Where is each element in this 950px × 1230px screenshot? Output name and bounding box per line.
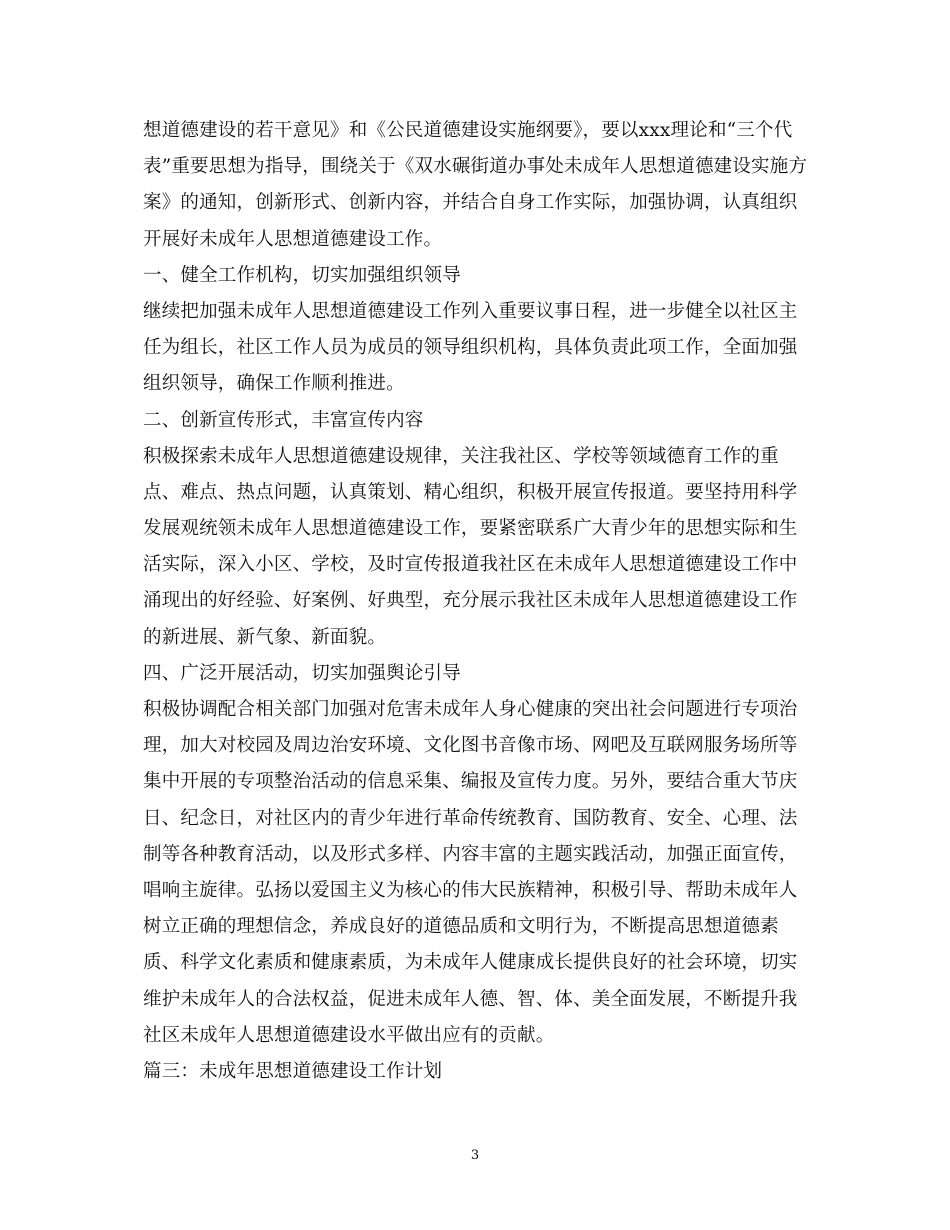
text-line: 涌现出的好经验、好案例、好典型，充分展示我社区未成年人思想道德建设工作 [143,590,798,612]
section-heading: 二、创新宣传形式，丰富宣传内容 [143,409,424,431]
text-line: 任为组长，社区工作人员为成员的领导组织机构，具体负责此项工作，全面加强 [143,337,798,359]
text-line: 制等各种教育活动，以及形式多样、内容丰富的主题实践活动，加强正面宣传， [143,843,798,865]
body-text [143,113,815,1090]
text-line: 唱响主旋律。弘扬以爱国主义为核心的伟大民族精神，积极引导、帮助未成年人 [143,879,798,901]
section-heading: 一、健全工作机构，切实加强组织领导 [143,264,461,286]
text-line: 日、纪念日，对社区内的青少年进行革命传统教育、国防教育、安全、心理、法 [143,807,798,829]
text-line: 积极探索未成年人思想道德建设规律，关注我社区、学校等领域德育工作的重 [143,445,779,467]
text-line: 组织领导，确保工作顺利推进。 [143,373,405,395]
text-line: 继续把加强未成年人思想道德建设工作列入重要议事日程，进一步健全以社区主 [143,300,798,322]
text-line: 表”重要思想为指导，围绕关于《双水碾街道办事处未成年人思想道德建设实施方 [143,156,808,178]
text-line: 社区未成年人思想道德建设水平做出应有的贡献。 [143,1024,555,1046]
text-line: 的新进展、新气象、新面貌。 [143,626,387,648]
section-heading: 四、广泛开展活动，切实加强舆论引导 [143,662,461,684]
text-line: 点、难点、热点问题，认真策划、精心组织，积极开展宣传报道。要坚持用科学 [143,481,798,503]
text-line: 开展好未成年人思想道德建设工作。 [143,228,443,250]
text-line: 集中开展的专项整治活动的信息采集、编报及宣传力度。另外，要结合重大节庆 [143,771,798,793]
text-line: 活实际，深入小区、学校，及时宣传报道我社区在未成年人思想道德建设工作中 [143,554,798,576]
text-line: 案》的通知，创新形式、创新内容，并结合自身工作实际，加强协调，认真组织 [143,192,798,214]
text-line: 想道德建设的若干意见》和《公民道德建设实施纲要》，要以xxx理论和“三个代 [143,120,793,141]
text-line: 树立正确的理想信念，养成良好的道德品质和文明行为，不断提高思想道德素 [143,916,779,938]
text-line: 理，加大对校园及周边治安环境、文化图书音像市场、网吧及互联网服务场所等 [143,735,798,757]
text-line: 积极协调配合相关部门加强对危害未成年人身心健康的突出社会问题进行专项治 [143,699,798,720]
chapter-heading: 篇三：未成年思想道德建设工作计划 [143,1060,443,1082]
text-line: 维护未成年人的合法权益，促进未成年人德、智、体、美全面发展，不断提升我 [143,988,798,1010]
text-line: 发展观统领未成年人思想道德建设工作，要紧密联系广大青少年的思想实际和生 [143,518,798,540]
page-number: 3 [470,1148,480,1163]
text-line: 质、科学文化素质和健康素质，为未成年人健康成长提供良好的社会环境，切实 [143,952,798,974]
